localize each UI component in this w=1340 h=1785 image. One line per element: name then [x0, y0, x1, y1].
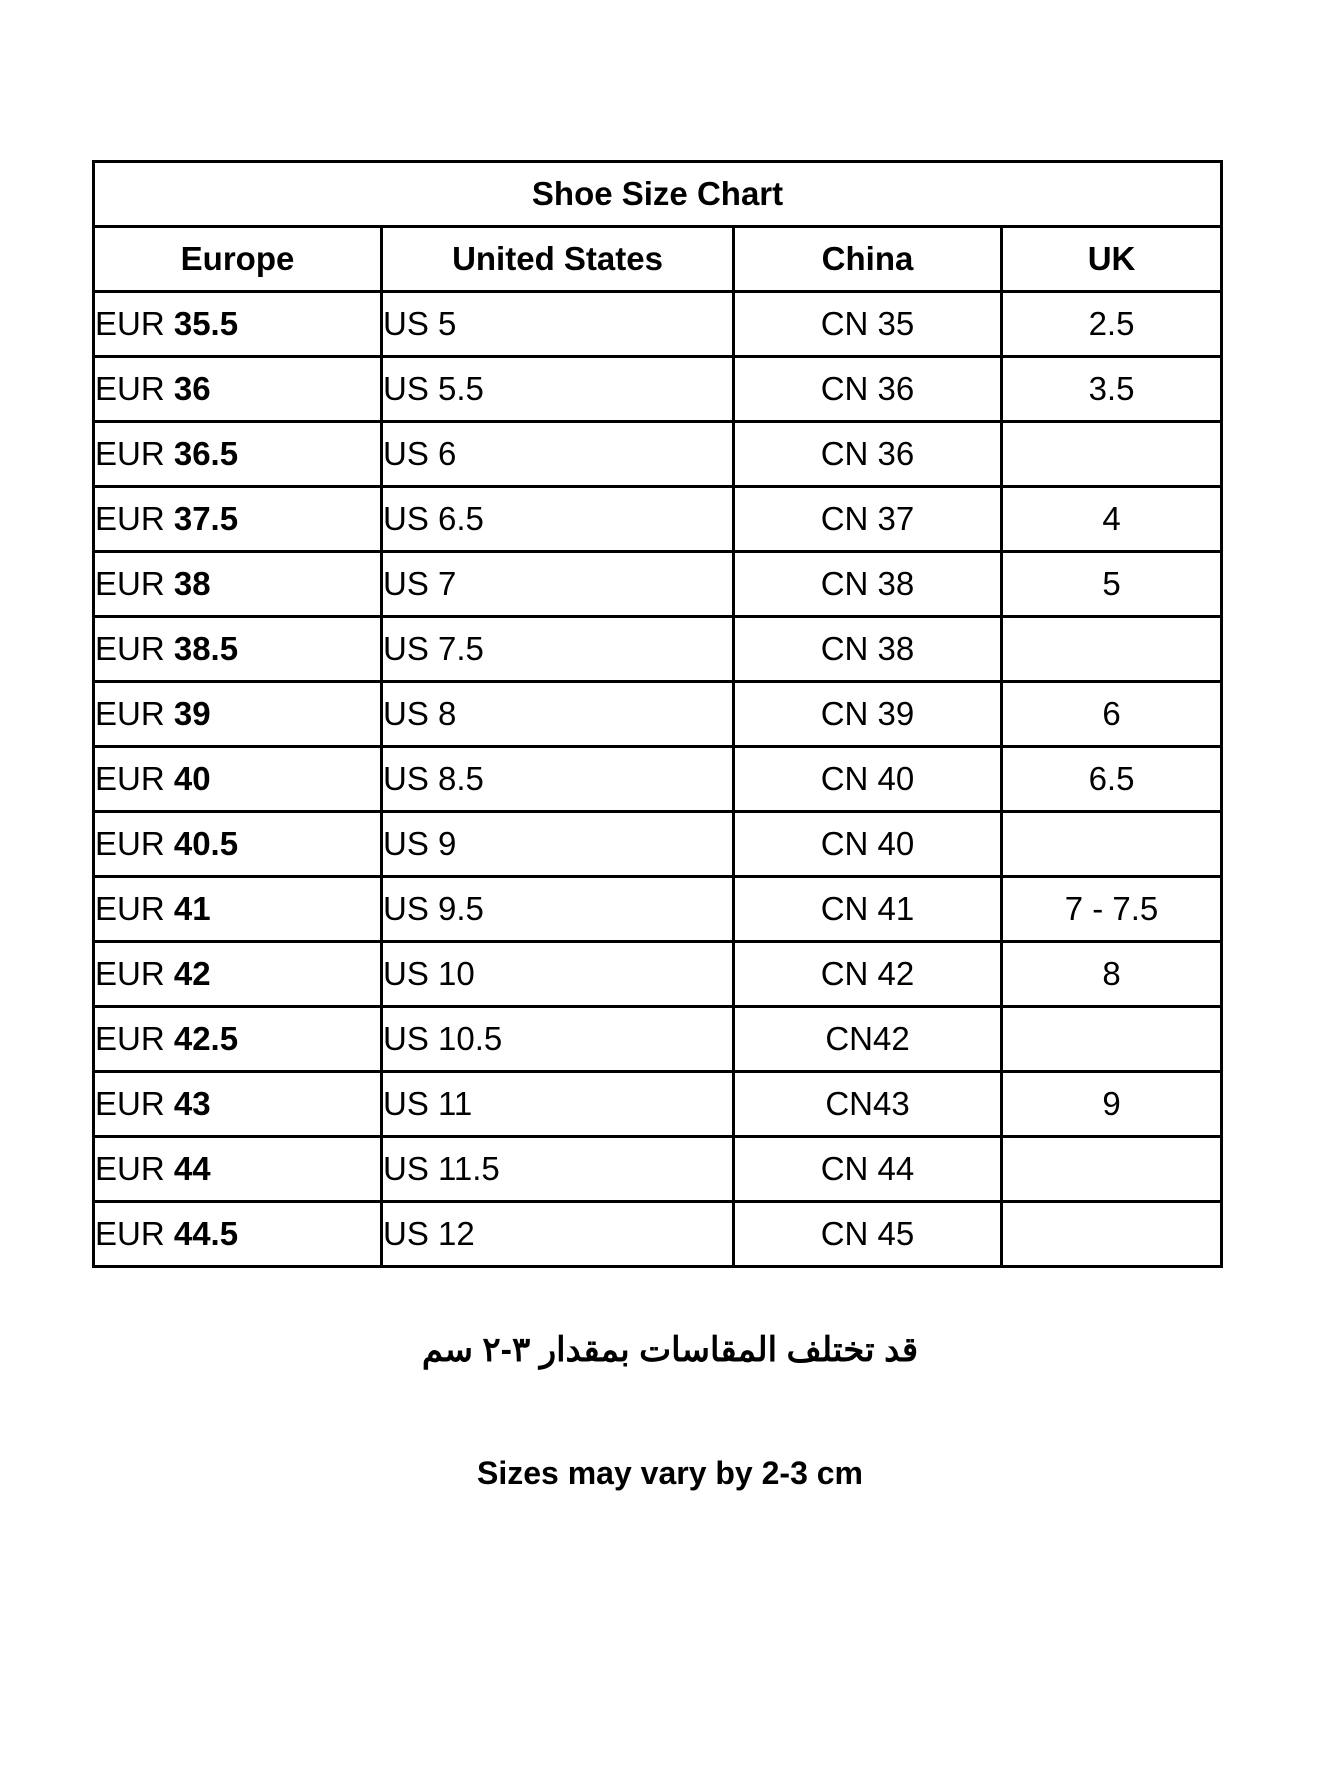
cell-china: CN 40 — [734, 812, 1002, 877]
eur-prefix: EUR — [95, 889, 174, 927]
cell-china: CN 42 — [734, 942, 1002, 1007]
cell-uk — [1002, 617, 1222, 682]
cell-uk: 5 — [1002, 552, 1222, 617]
eur-prefix: EUR — [95, 954, 174, 992]
cell-uk — [1002, 1137, 1222, 1202]
cell-united-states: US 8.5 — [382, 747, 734, 812]
cell-europe — [94, 292, 382, 357]
column-header-united-states: United States — [382, 227, 734, 292]
cell-europe — [94, 747, 382, 812]
eur-value: 38.5 — [173, 629, 239, 667]
cell-uk: 6.5 — [1002, 747, 1222, 812]
eur-prefix: EUR — [95, 694, 174, 732]
cell-europe — [94, 422, 382, 487]
cell-china: CN 37 — [734, 487, 1002, 552]
cell-united-states: US 9 — [382, 812, 734, 877]
cell-china: CN 39 — [734, 682, 1002, 747]
cell-united-states: US 7.5 — [382, 617, 734, 682]
cell-uk — [1002, 1202, 1222, 1267]
shoe-size-chart — [92, 160, 1220, 1268]
cell-europe — [94, 617, 382, 682]
eur-prefix: EUR — [95, 824, 174, 862]
eur-prefix: EUR — [95, 499, 174, 537]
cell-europe — [94, 1007, 382, 1072]
cell-united-states: US 8 — [382, 682, 734, 747]
cell-europe — [94, 1202, 382, 1267]
eur-prefix: EUR — [95, 369, 174, 407]
eur-value: 42 — [173, 954, 211, 992]
cell-china: CN 35 — [734, 292, 1002, 357]
eur-value: 35.5 — [173, 304, 239, 342]
cell-china: CN43 — [734, 1072, 1002, 1137]
table-row — [94, 1202, 1222, 1267]
table-row — [94, 357, 1222, 422]
table-header-row — [94, 227, 1222, 292]
cell-china: CN 38 — [734, 552, 1002, 617]
eur-value: 40 — [173, 759, 211, 797]
cell-uk: 9 — [1002, 1072, 1222, 1137]
eur-value: 41 — [173, 889, 211, 927]
cell-china: CN 44 — [734, 1137, 1002, 1202]
cell-united-states: US 6 — [382, 422, 734, 487]
eur-value: 38 — [173, 564, 211, 602]
eur-prefix: EUR — [95, 1149, 174, 1187]
cell-europe — [94, 942, 382, 1007]
cell-china: CN 36 — [734, 422, 1002, 487]
cell-united-states: US 5.5 — [382, 357, 734, 422]
eur-prefix: EUR — [95, 759, 174, 797]
cell-united-states: US 10.5 — [382, 1007, 734, 1072]
eur-value: 36.5 — [173, 434, 239, 472]
table-row — [94, 292, 1222, 357]
cell-united-states: US 7 — [382, 552, 734, 617]
note-english: Sizes may vary by 2-3 cm — [476, 1455, 863, 1491]
cell-europe — [94, 1137, 382, 1202]
cell-united-states: US 5 — [382, 292, 734, 357]
table-row — [94, 487, 1222, 552]
eur-prefix: EUR — [95, 304, 174, 342]
column-header-europe: Europe — [94, 227, 382, 292]
cell-europe — [94, 1072, 382, 1137]
column-header-china: China — [734, 227, 1002, 292]
cell-europe — [94, 487, 382, 552]
cell-china: CN 41 — [734, 877, 1002, 942]
cell-uk — [1002, 422, 1222, 487]
eur-value: 42.5 — [173, 1019, 239, 1057]
table-row — [94, 942, 1222, 1007]
cell-china: CN 40 — [734, 747, 1002, 812]
cell-europe — [94, 357, 382, 422]
cell-united-states: US 11 — [382, 1072, 734, 1137]
table-row — [94, 422, 1222, 487]
table-row — [94, 877, 1222, 942]
table-row — [94, 747, 1222, 812]
note-arabic: قد تختلف المقاسات بمقدار ٣-٢ سم — [421, 1331, 919, 1369]
eur-prefix: EUR — [95, 564, 174, 602]
eur-prefix: EUR — [95, 1084, 174, 1122]
table-row — [94, 682, 1222, 747]
cell-china: CN42 — [734, 1007, 1002, 1072]
cell-uk: 3.5 — [1002, 357, 1222, 422]
eur-value: 40.5 — [173, 824, 239, 862]
table-row — [94, 552, 1222, 617]
eur-value: 44 — [173, 1149, 211, 1187]
cell-united-states: US 12 — [382, 1202, 734, 1267]
cell-china: CN 45 — [734, 1202, 1002, 1267]
cell-europe — [94, 877, 382, 942]
cell-uk: 2.5 — [1002, 292, 1222, 357]
eur-prefix: EUR — [95, 434, 174, 472]
table-row — [94, 1072, 1222, 1137]
chart-title: Shoe Size Chart — [94, 162, 1222, 227]
cell-uk: 8 — [1002, 942, 1222, 1007]
table-row — [94, 617, 1222, 682]
cell-europe — [94, 682, 382, 747]
eur-value: 37.5 — [173, 499, 239, 537]
cell-united-states: US 10 — [382, 942, 734, 1007]
eur-value: 43 — [173, 1084, 211, 1122]
cell-china: CN 38 — [734, 617, 1002, 682]
cell-china: CN 36 — [734, 357, 1002, 422]
cell-uk: 4 — [1002, 487, 1222, 552]
cell-uk: 7 - 7.5 — [1002, 877, 1222, 942]
eur-value: 39 — [173, 694, 211, 732]
eur-prefix: EUR — [95, 1214, 174, 1252]
cell-europe — [94, 812, 382, 877]
cell-united-states: US 9.5 — [382, 877, 734, 942]
cell-united-states: US 6.5 — [382, 487, 734, 552]
table-row — [94, 1007, 1222, 1072]
eur-value: 44.5 — [173, 1214, 239, 1252]
cell-united-states: US 11.5 — [382, 1137, 734, 1202]
table-row — [94, 812, 1222, 877]
size-chart-table — [92, 160, 1223, 1268]
cell-uk — [1002, 1007, 1222, 1072]
table-row — [94, 1137, 1222, 1202]
eur-prefix: EUR — [95, 1019, 174, 1057]
table-title-row — [94, 162, 1222, 227]
cell-uk: 6 — [1002, 682, 1222, 747]
eur-prefix: EUR — [95, 629, 174, 667]
eur-value: 36 — [173, 369, 211, 407]
cell-uk — [1002, 812, 1222, 877]
column-header-uk: UK — [1002, 227, 1222, 292]
cell-europe — [94, 552, 382, 617]
